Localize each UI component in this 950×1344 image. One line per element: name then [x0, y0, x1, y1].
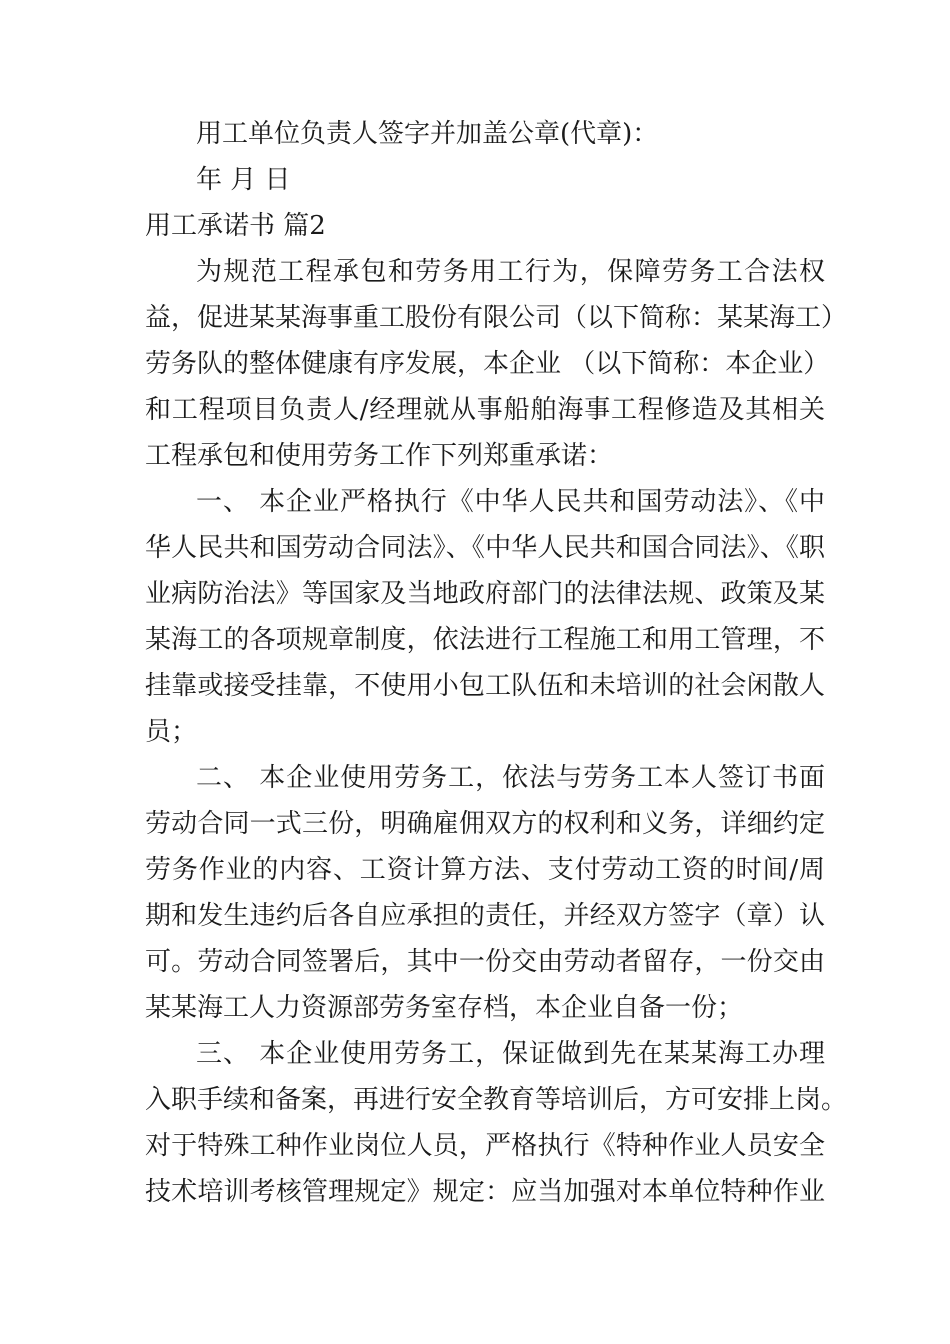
paragraph-line: 华人民共和国劳动合同法》、《中华人民共和国合同法》、《职	[145, 533, 825, 563]
paragraph-line: 劳务作业的内容、工资计算方法、支付劳动工资的时间/周	[145, 855, 825, 885]
paragraph-line: 可。劳动合同签署后，其中一份交由劳动者留存，一份交由	[145, 947, 825, 977]
paragraph-line: 劳务队的整体健康有序发展，本企业 （以下简称：本企业）	[145, 349, 830, 379]
paragraph-line: 为规范工程承包和劳务用工行为，保障劳务工合法权	[196, 257, 825, 287]
paragraph-line: 一、 本企业严格执行《中华人民共和国劳动法》、《中	[196, 487, 825, 517]
paragraph-line: 工程承包和使用劳务工作下列郑重承诺：	[145, 441, 614, 471]
paragraph-line: 挂靠或接受挂靠，不使用小包工队伍和未培训的社会闲散人	[145, 671, 825, 701]
paragraph-line: 二、 本企业使用劳务工，依法与劳务工本人签订书面	[196, 763, 825, 793]
paragraph-line: 对于特殊工种作业岗位人员，严格执行《特种作业人员安全	[145, 1131, 825, 1161]
paragraph-line: 员；	[145, 717, 198, 747]
paragraph-line: 某海工的各项规章制度，依法进行工程施工和用工管理，不	[145, 625, 825, 655]
paragraph-line: 某某海工人力资源部劳务室存档，本企业自备一份；	[145, 993, 744, 1023]
signature-line: 用工单位负责人签字并加盖公章(代章)：	[196, 119, 659, 149]
paragraph-line: 益，促进某某海事重工股份有限公司（以下简称：某某海工）	[145, 303, 848, 333]
paragraph-line: 和工程项目负责人/经理就从事船舶海事工程修造及其相关	[145, 395, 825, 425]
paragraph-line: 入职手续和备案，再进行安全教育等培训后，方可安排上岗。	[145, 1085, 848, 1115]
date-line: 年 月 日	[196, 165, 291, 195]
paragraph-line: 三、 本企业使用劳务工，保证做到先在某某海工办理	[196, 1039, 825, 1069]
paragraph-line: 技术培训考核管理规定》规定：应当加强对本单位特种作业	[145, 1177, 825, 1207]
section-title: 用工承诺书 篇2	[145, 211, 326, 241]
paragraph-line: 期和发生违约后各自应承担的责任，并经双方签字（章）认	[145, 901, 825, 931]
paragraph-line: 劳动合同一式三份，明确雇佣双方的权利和义务，详细约定	[145, 809, 825, 839]
paragraph-line: 业病防治法》等国家及当地政府部门的法律法规、政策及某	[145, 579, 825, 609]
